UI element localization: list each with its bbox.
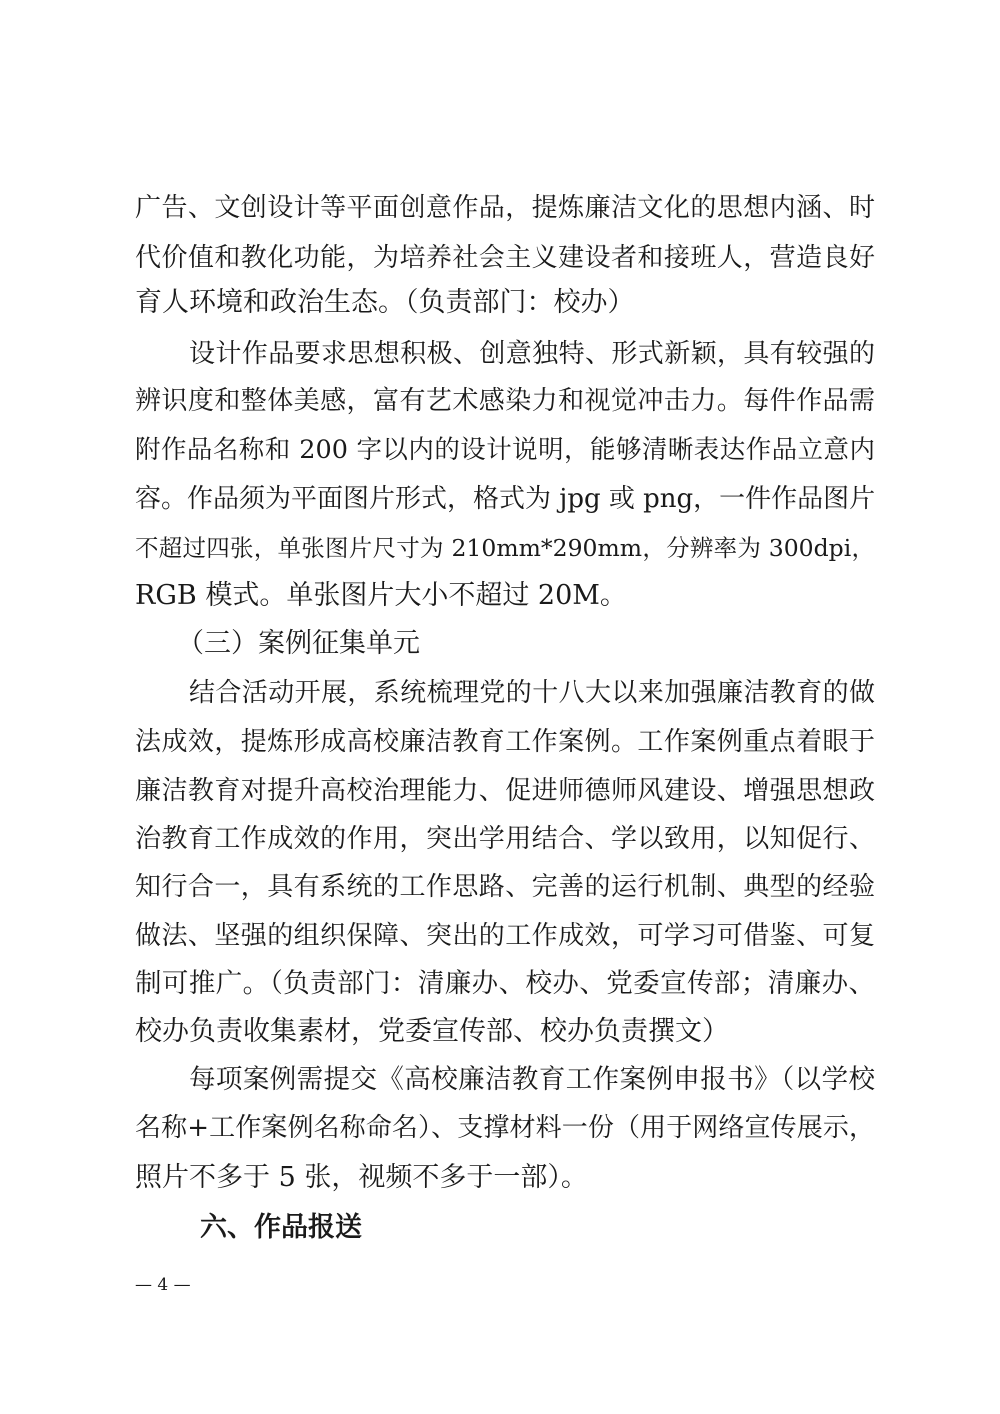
body-text-line: 结合活动开展，系统梳理党的十八大以来加强廉洁教育的做 bbox=[189, 678, 875, 708]
body-text-line: 辨识度和整体美感，富有艺术感染力和视觉冲击力。每件作品需 bbox=[135, 386, 875, 416]
body-text-line: 设计作品要求思想积极、创意独特、形式新颖，具有较强的 bbox=[189, 339, 875, 369]
body-text-line: 名称+工作案例名称命名）、支撑材料一份（用于网络宣传展示， bbox=[135, 1113, 875, 1143]
body-text-line: 育人环境和政治生态。（负责部门：校办） bbox=[135, 287, 635, 318]
body-text-line: 代价值和教化功能，为培养社会主义建设者和接班人，营造良好 bbox=[135, 243, 875, 273]
body-text-line: 法成效，提炼形成高校廉洁教育工作案例。工作案例重点着眼于 bbox=[135, 727, 875, 757]
body-text-line: RGB 模式。单张图片大小不超过 20M。 bbox=[135, 580, 627, 611]
body-text-line: 每项案例需提交《高校廉洁教育工作案例申报书》（以学校 bbox=[189, 1064, 875, 1095]
body-text-line: 广告、文创设计等平面创意作品，提炼廉洁文化的思想内涵、时 bbox=[135, 193, 875, 223]
body-text-line: 治教育工作成效的作用，突出学用结合、学以致用，以知促行、 bbox=[135, 824, 875, 854]
body-text-line: 知行合一，具有系统的工作思路、完善的运行机制、典型的经验 bbox=[135, 872, 875, 902]
body-text-line: 制可推广。（负责部门：清廉办、校办、党委宣传部；清廉办、 bbox=[135, 968, 875, 999]
page-number: — 4 — bbox=[135, 1275, 191, 1295]
body-text-line: 附作品名称和 200 字以内的设计说明，能够清晰表达作品立意内 bbox=[135, 435, 875, 465]
body-text-line: 做法、坚强的组织保障、突出的工作成效，可学习可借鉴、可复 bbox=[135, 921, 875, 951]
body-text-line: 廉洁教育对提升高校治理能力、促进师德师风建设、增强思想政 bbox=[135, 776, 875, 806]
body-text-line: 照片不多于 5 张，视频不多于一部）。 bbox=[135, 1162, 588, 1193]
section-heading: 六、作品报送 bbox=[200, 1212, 362, 1243]
body-text-line: 校办负责收集素材，党委宣传部、校办负责撰文） bbox=[135, 1016, 729, 1047]
subsection-heading: （三）案例征集单元 bbox=[177, 628, 420, 659]
body-text-line: 不超过四张，单张图片尺寸为 210mm*290mm，分辨率为 300dpi， bbox=[135, 534, 875, 562]
body-text-line: 容。作品须为平面图片形式，格式为 jpg 或 png，一件作品图片 bbox=[135, 484, 875, 514]
